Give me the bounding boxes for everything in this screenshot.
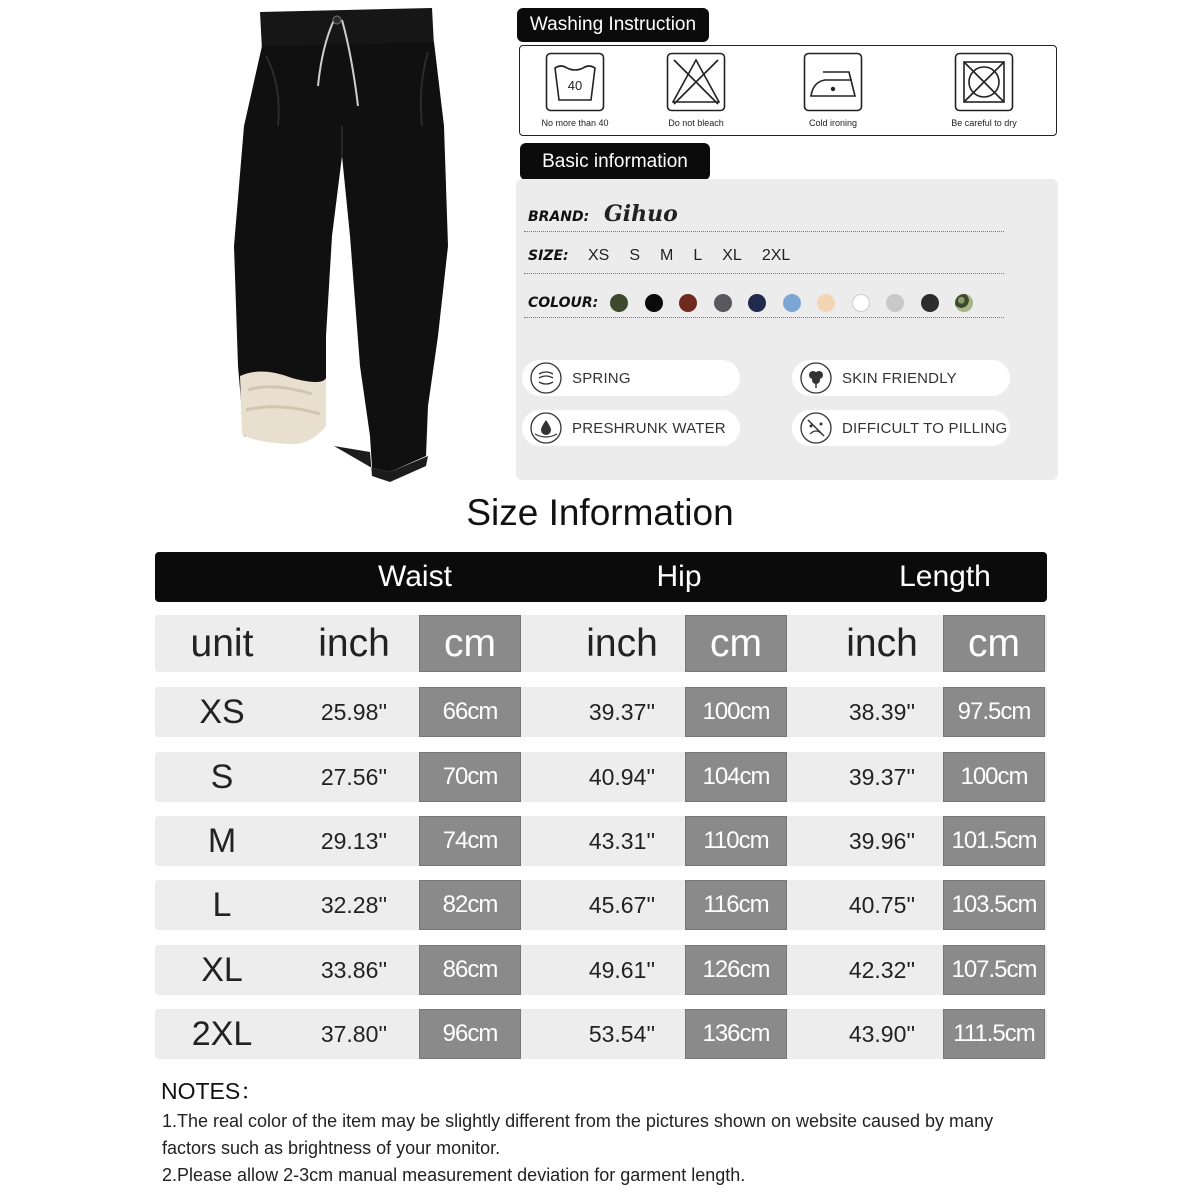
wash-40-icon xyxy=(545,52,605,112)
brand-value: Gihuo xyxy=(604,201,678,227)
length-inch-cell: 39.37'' xyxy=(848,763,916,790)
hip-inch-cell: 43.31'' xyxy=(588,827,656,854)
waist-inch-cell: 33.86'' xyxy=(320,956,388,983)
sweatpants-illustration xyxy=(222,6,454,490)
washing-instruction-box xyxy=(519,45,1057,136)
skin-friendly-icon xyxy=(800,362,832,394)
feature-label: SPRING xyxy=(572,369,631,387)
colour-swatch xyxy=(955,294,973,312)
wash-label: Be careful to dry xyxy=(951,118,1017,128)
hip-cm-cell: 100cm xyxy=(685,687,787,737)
length-cm-cell: 107.5cm xyxy=(943,945,1045,995)
size-option: XL xyxy=(722,247,742,264)
waist-inch-head: inch xyxy=(318,621,390,665)
colour-label: COLOUR: xyxy=(528,295,599,311)
waist-cm-head: cm xyxy=(419,615,521,672)
length-cm-cell: 111.5cm xyxy=(943,1009,1045,1059)
colour-row xyxy=(524,284,1004,318)
table-row xyxy=(155,816,1047,866)
wash-label: No more than 40 xyxy=(541,118,609,128)
preshrunk-water-icon xyxy=(530,412,562,444)
table-row xyxy=(155,752,1047,802)
note-1: 1.The real color of the item may be slightly different from the pictures shown on website caused by many factors such as brightness of your monitor. xyxy=(162,1111,994,1158)
brand-label: BRAND: xyxy=(528,209,590,225)
length-inch-cell: 42.32'' xyxy=(848,956,916,983)
size-label: SIZE: xyxy=(528,248,569,264)
hip-inch-head: inch xyxy=(586,621,658,665)
waist-inch-cell: 27.56'' xyxy=(320,763,388,790)
colour-swatch xyxy=(852,294,870,312)
hip-inch-cell: 39.37'' xyxy=(588,698,656,725)
length-cm-cell: 97.5cm xyxy=(943,687,1045,737)
colour-swatch xyxy=(679,294,697,312)
colour-swatch xyxy=(610,294,628,312)
size-cell: M xyxy=(207,821,237,860)
size-cell: XS xyxy=(199,692,245,731)
hip-cm-cell: 110cm xyxy=(685,816,787,866)
wash-item-40 xyxy=(520,52,630,128)
do-not-tumble-dry-icon xyxy=(954,52,1014,112)
feature-label: SKIN FRIENDLY xyxy=(842,369,957,387)
waist-cm-cell: 66cm xyxy=(419,687,521,737)
colour-swatch xyxy=(921,294,939,312)
cold-iron-icon xyxy=(803,52,863,112)
colour-swatch xyxy=(886,294,904,312)
size-table-header xyxy=(155,552,1047,602)
colour-swatch xyxy=(714,294,732,312)
hip-cm-cell: 104cm xyxy=(685,752,787,802)
size-cell: XL xyxy=(201,950,243,989)
wash-item-dry xyxy=(929,52,1039,128)
waist-cm-cell: 96cm xyxy=(419,1009,521,1059)
header-hip: Hip xyxy=(656,560,702,593)
washing-title: Washing Instruction xyxy=(529,14,697,35)
waist-cm-cell: 86cm xyxy=(419,945,521,995)
size-cell: S xyxy=(210,757,234,796)
table-row xyxy=(155,687,1047,737)
wash-item-iron xyxy=(778,52,888,128)
length-inch-cell: 39.96'' xyxy=(848,827,916,854)
wash-temp-label: 40 xyxy=(567,78,583,93)
size-option: S xyxy=(629,247,641,264)
basic-title: Basic information xyxy=(542,150,688,172)
size-cell: 2XL xyxy=(191,1014,253,1053)
notes-title: NOTES： xyxy=(161,1078,264,1104)
waist-inch-cell: 32.28'' xyxy=(320,891,388,918)
waist-inch-cell: 29.13'' xyxy=(320,827,388,854)
colour-swatch xyxy=(645,294,663,312)
table-row xyxy=(155,945,1047,995)
feature-anti-pilling xyxy=(792,410,1010,446)
unit-row xyxy=(155,615,1047,672)
note-2: 2.Please allow 2-3cm manual measurement deviation for garment length. xyxy=(162,1165,746,1185)
feature-preshrunk xyxy=(522,410,740,446)
length-cm-head: cm xyxy=(943,615,1045,672)
table-row xyxy=(155,880,1047,930)
size-row xyxy=(524,239,1004,274)
header-waist: Waist xyxy=(378,560,452,593)
length-inch-head: inch xyxy=(846,621,918,665)
waist-cm-cell: 70cm xyxy=(419,752,521,802)
length-cm-cell: 101.5cm xyxy=(943,816,1045,866)
size-list xyxy=(588,247,810,265)
feature-label: DIFFICULT TO PILLING xyxy=(842,419,1008,437)
header-length: Length xyxy=(899,560,991,593)
waist-inch-cell: 37.80'' xyxy=(320,1020,388,1047)
waist-cm-cell: 82cm xyxy=(419,880,521,930)
length-inch-cell: 38.39'' xyxy=(848,698,916,725)
colour-swatches xyxy=(610,294,990,312)
hip-inch-cell: 45.67'' xyxy=(588,891,656,918)
brand-row xyxy=(524,197,1004,232)
waist-cm-cell: 74cm xyxy=(419,816,521,866)
basic-information-tag xyxy=(520,143,710,180)
basic-information-panel xyxy=(516,179,1058,480)
size-cell: L xyxy=(212,885,232,924)
length-cm-cell: 100cm xyxy=(943,752,1045,802)
unit-label: unit xyxy=(190,621,254,665)
hip-inch-cell: 49.61'' xyxy=(588,956,656,983)
washing-instruction-tag xyxy=(517,8,709,42)
hip-inch-cell: 53.54'' xyxy=(588,1020,656,1047)
hip-inch-cell: 40.94'' xyxy=(588,763,656,790)
do-not-bleach-icon xyxy=(666,52,726,112)
colour-swatch xyxy=(817,294,835,312)
length-inch-cell: 43.90'' xyxy=(848,1020,916,1047)
wash-label: Cold ironing xyxy=(808,118,858,128)
hip-cm-cell: 136cm xyxy=(685,1009,787,1059)
feature-skin-friendly xyxy=(792,360,1010,396)
wash-label: Do not bleach xyxy=(668,118,724,128)
spring-icon xyxy=(530,362,562,394)
length-inch-cell: 40.75'' xyxy=(848,891,916,918)
hip-cm-head: cm xyxy=(685,615,787,672)
size-information-title: Size Information xyxy=(466,492,734,533)
hip-cm-cell: 126cm xyxy=(685,945,787,995)
colour-swatch xyxy=(748,294,766,312)
size-option: L xyxy=(693,247,703,264)
size-option: XS xyxy=(588,247,610,264)
size-option: M xyxy=(660,247,674,264)
length-cm-cell: 103.5cm xyxy=(943,880,1045,930)
feature-label: PRESHRUNK WATER xyxy=(572,419,726,437)
product-image xyxy=(222,6,454,490)
feature-spring xyxy=(522,360,740,396)
anti-pilling-icon xyxy=(800,412,832,444)
size-option: 2XL xyxy=(761,247,791,264)
colour-swatch xyxy=(783,294,801,312)
hip-cm-cell: 116cm xyxy=(685,880,787,930)
table-row xyxy=(155,1009,1047,1059)
wash-item-bleach xyxy=(641,52,751,128)
waist-inch-cell: 25.98'' xyxy=(320,698,388,725)
